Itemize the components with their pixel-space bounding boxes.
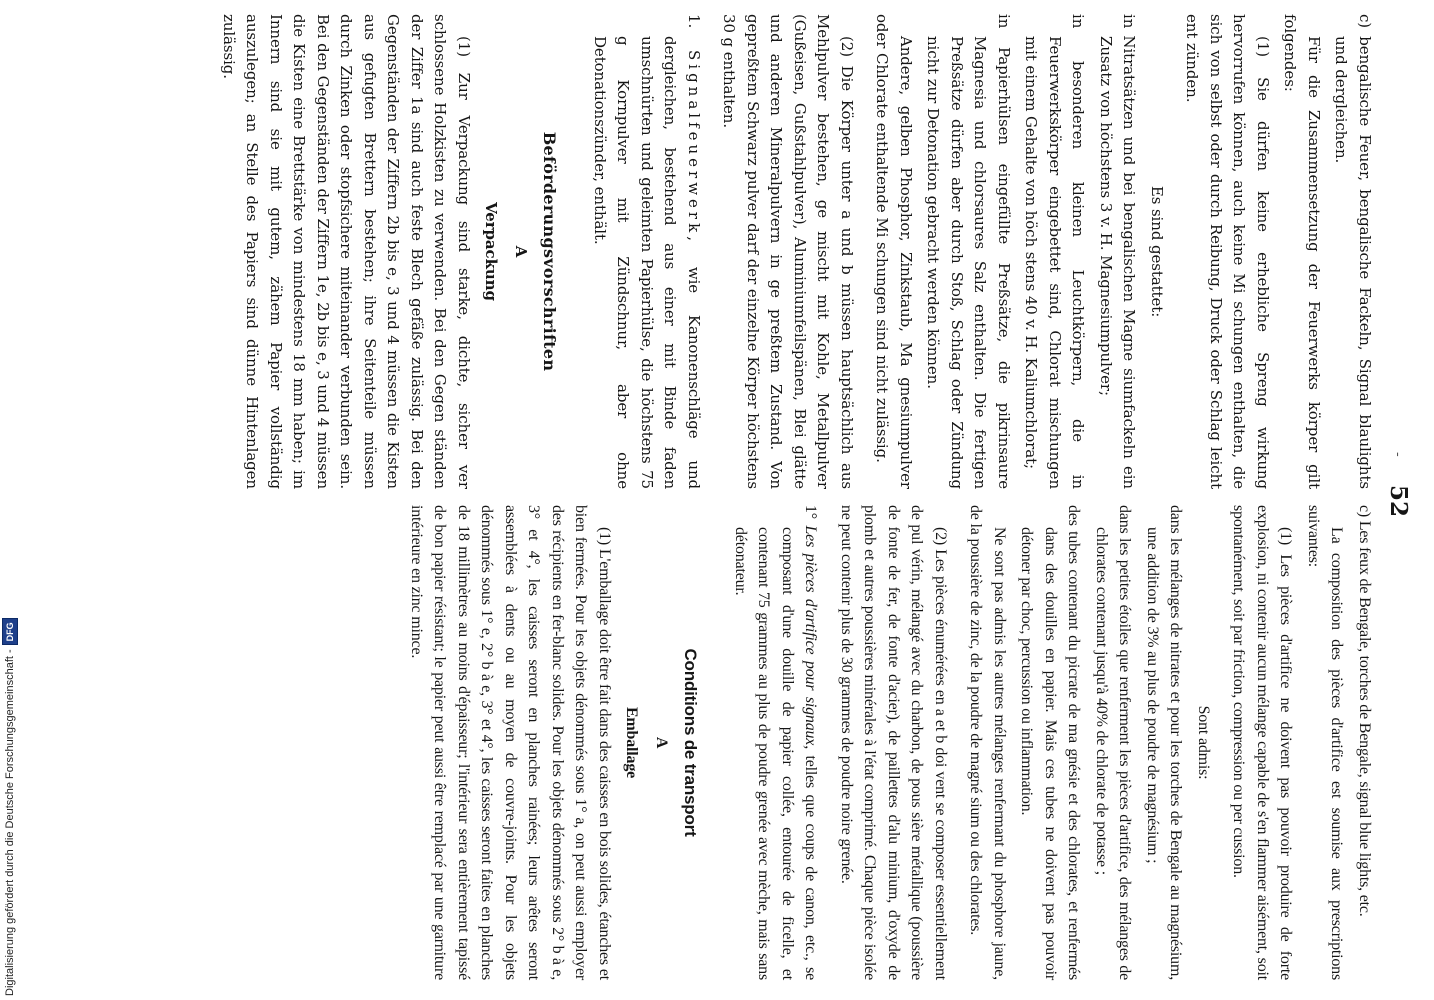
de-item-1-number: 1. bbox=[685, 14, 703, 29]
digitization-footer bbox=[2, 618, 18, 996]
fr-section-letter: A bbox=[653, 736, 670, 749]
fr-allowed-heading: Sont admis: bbox=[1195, 705, 1212, 780]
de-item-c-paragraph-2: (2) Die Körper unter a und b müssen hauptsächlich aus Mehlpulver bestehen, ge mischt mit Kohle, Metallpulver (Gußeisen, Gußstahlpulver), Aluminiumfeilspänen, Blei glätte und anderen Mineralpulvern in ge preßtem Zustand. Von gepreßtem Schwarz pulver darf der einzelne Körper höchstens 30 g enthalten. bbox=[720, 14, 856, 489]
fr-allowed-1: dans les mélanges de nitrates et pour les torches de Bengale au magnésium, une addition de 3% au plus de poudre de magnésium ; bbox=[1144, 505, 1185, 980]
german-column bbox=[213, 14, 1377, 489]
fr-packing-heading: Emballage bbox=[623, 706, 641, 779]
de-section-letter: A bbox=[512, 245, 530, 258]
fr-item-c-intro: La composition des pièces d'artifice est soumise aux prescriptions suivantes: bbox=[1305, 505, 1346, 980]
fr-packing-paragraph-1: (1) L'emballage doit être fait dans des caisses en bois solides, étanches et bien fermées. Pour les objets dénommés sous 1° a, on peut aussi employer des récipients en fer-blanc solides. Pour les objets dénommés sous 2° b à e, 3° et 4°, les caisses seront en planches rainées; leurs arêtes seront assemblées à dents ou au moyen de couvre-joints. Pour les objets dénommés sous 1° e, 2° b à e, 3° et 4°, les caisses seront faites en planches de 18 millimètres au moins d'épaisseur; l'intérieur sera entièrement tapissé de bon papier résistant; le papier peut aussi être remplacé par une garniture intérieure en zinc mince. bbox=[408, 505, 613, 980]
fr-transport-heading: Conditions de transport bbox=[681, 648, 701, 837]
fr-item-1 bbox=[729, 505, 823, 980]
de-not-allowed: Andere, gelben Phosphor, Zinkstaub, Ma gnesiumpulver oder Chlorate enthaltende Mi schungen sind nicht zulässig. bbox=[873, 14, 915, 489]
fr-allowed-3: des tubes contenant du picrate de ma gnésie et des chlorates, et renfermés dans des douilles en papier. Mais ces tubes ne doivent pas pouvoir détoner par choc, percussion ou inflammation. bbox=[1018, 505, 1083, 980]
fr-item-1-term: Les pièces d'artifice pour signaux, bbox=[802, 525, 820, 750]
de-allowed-3: in Papierhülsen eingefüllte Preßsätze, die pikrinsaure Magnesia und chlorsaures Salz enthalten. Die fertigen Preßsätze dürfen aber durch Stoß, Schlag oder Zündung nicht zur Detonation gebracht werden können. bbox=[924, 14, 1013, 489]
dfg-logo: DFG bbox=[2, 618, 18, 645]
de-allowed-1: in Nitratsätzen und bei bengalischen Magne siumfackeln ein Zusatz von höchstens 3 v. H. Magnesiumpulver; bbox=[1097, 14, 1139, 489]
fr-item-1-text: telles que coups de canon, etc., se composant d'une douille de papier collée, entourée de ficelle, et contenant 75 grammes au plus de poudre grenée avec mèche, mais sans détonateur. bbox=[732, 527, 820, 981]
fr-item-c: c) Les feux de Bengale, torches de Bengale, signal blue lights, etc. bbox=[1356, 505, 1373, 917]
de-item-c-paragraph-1: (1) Sie dürfen keine erhebliche Spreng wirkung hervorrufen können, auch keine Mi schungen enthalten, die sich von selbst oder durch Reibung, Druck oder Schlag leicht ent zünden. bbox=[1183, 14, 1272, 489]
fr-allowed-2: dans les petites étoiles que renferment les pièces d'artifice, des mélanges de chlorates contenant jusqu'à 40% de chlorate de potasse ; bbox=[1093, 505, 1134, 980]
de-item-c-intro: Für die Zusammensetzung der Feuerwerks körper gilt folgendes: bbox=[1281, 14, 1323, 489]
page-mark: - bbox=[1390, 452, 1406, 457]
fr-item-c-paragraph-1: (1) Les pièces d'artifice ne doivent pas pouvoir produire de forte explosion, ni contenir aucun mélange capable de s'en flammer aisément, soit spontanément, soit par friction, compression ou per cussion. bbox=[1230, 505, 1295, 980]
de-item-1-text: wie Kanonenschläge und dergleichen, bestehend aus einer mit Binde faden umschnürten und geleimten Papierhülse, die höchstens 75 g Kornpulver mit Zündschnur, aber ohne Detonationszünder, enthält. bbox=[591, 36, 703, 490]
de-item-1 bbox=[588, 14, 706, 489]
de-packing-heading: Verpackung bbox=[482, 202, 501, 301]
page-number: 52 bbox=[1385, 485, 1412, 518]
footer-text: Digitalisierung gefördert durch die Deutsche Forschungsgemeinschaft - bbox=[4, 649, 16, 996]
fr-item-c-paragraph-2: (2) Les pièces énumérées en a et b doi vent se composer essentiellement de pul vérin, mélangé avec du charbon, de pous sière métallique (poussière de fonte de fer, de fonte d'acier), de paillettes d'alu minium, d'oxyde de plomb et autres poussières minérales à l'état comprimé. Chaque pièce isolée ne peut contenir plus de 30 grammes de poudre noire grenée. bbox=[838, 505, 949, 980]
de-allowed-heading: Es sind gestattet: bbox=[1148, 185, 1166, 318]
de-packing-paragraph-1: (1) Zur Verpackung sind starke, dichte, sicher ver schlossene Holzkisten zu verwenden. Bei den Gegen ständen der Ziffer 1a sind auch feste Blech gefäße zulässig. Bei den Gegenständen der Ziffern 2b bis e, 3 und 4 müssen die Kisten aus gefugten Brettern bestehen; ihre Seitenteile müssen durch Zinken oder stopfsichere miteinander verbunden sein. Bei den Gegenständen der Ziffern 1e, 2b bis e, 3 und 4 müssen die Kisten eine Brettstärke von mindestens 18 mm haben; im Innern sind sie mit gutem, zähem Papier vollständig auszulegen; an Stelle des Papiers sind dünne Hintenlagen zulässig. bbox=[220, 14, 473, 490]
de-item-c: c) bengalische Feuer, bengalische Fackeln, Signal blaulights und dergleichen. bbox=[1332, 14, 1374, 489]
french-column bbox=[401, 505, 1377, 980]
fr-item-1-number: 1° bbox=[802, 505, 820, 519]
de-item-1-term: Signalfeuerwerk, bbox=[685, 50, 703, 245]
de-allowed-2: in besonderen kleinen Leuchtkörpern, die in Feuerwerkskörper eingebettet sind, Chlorat mischungen mit einem Gehalte von höch stens 40 v. H. Kaliumchlorat; bbox=[1022, 14, 1088, 489]
de-transport-heading: Beförderungsvorschriften bbox=[540, 131, 560, 372]
fr-not-allowed: Ne sont pas admis les autres mélanges renfermant du phosphore jaune, de la poussière de zinc, de la poudre de magné sium ou des chlorates. bbox=[967, 505, 1008, 980]
